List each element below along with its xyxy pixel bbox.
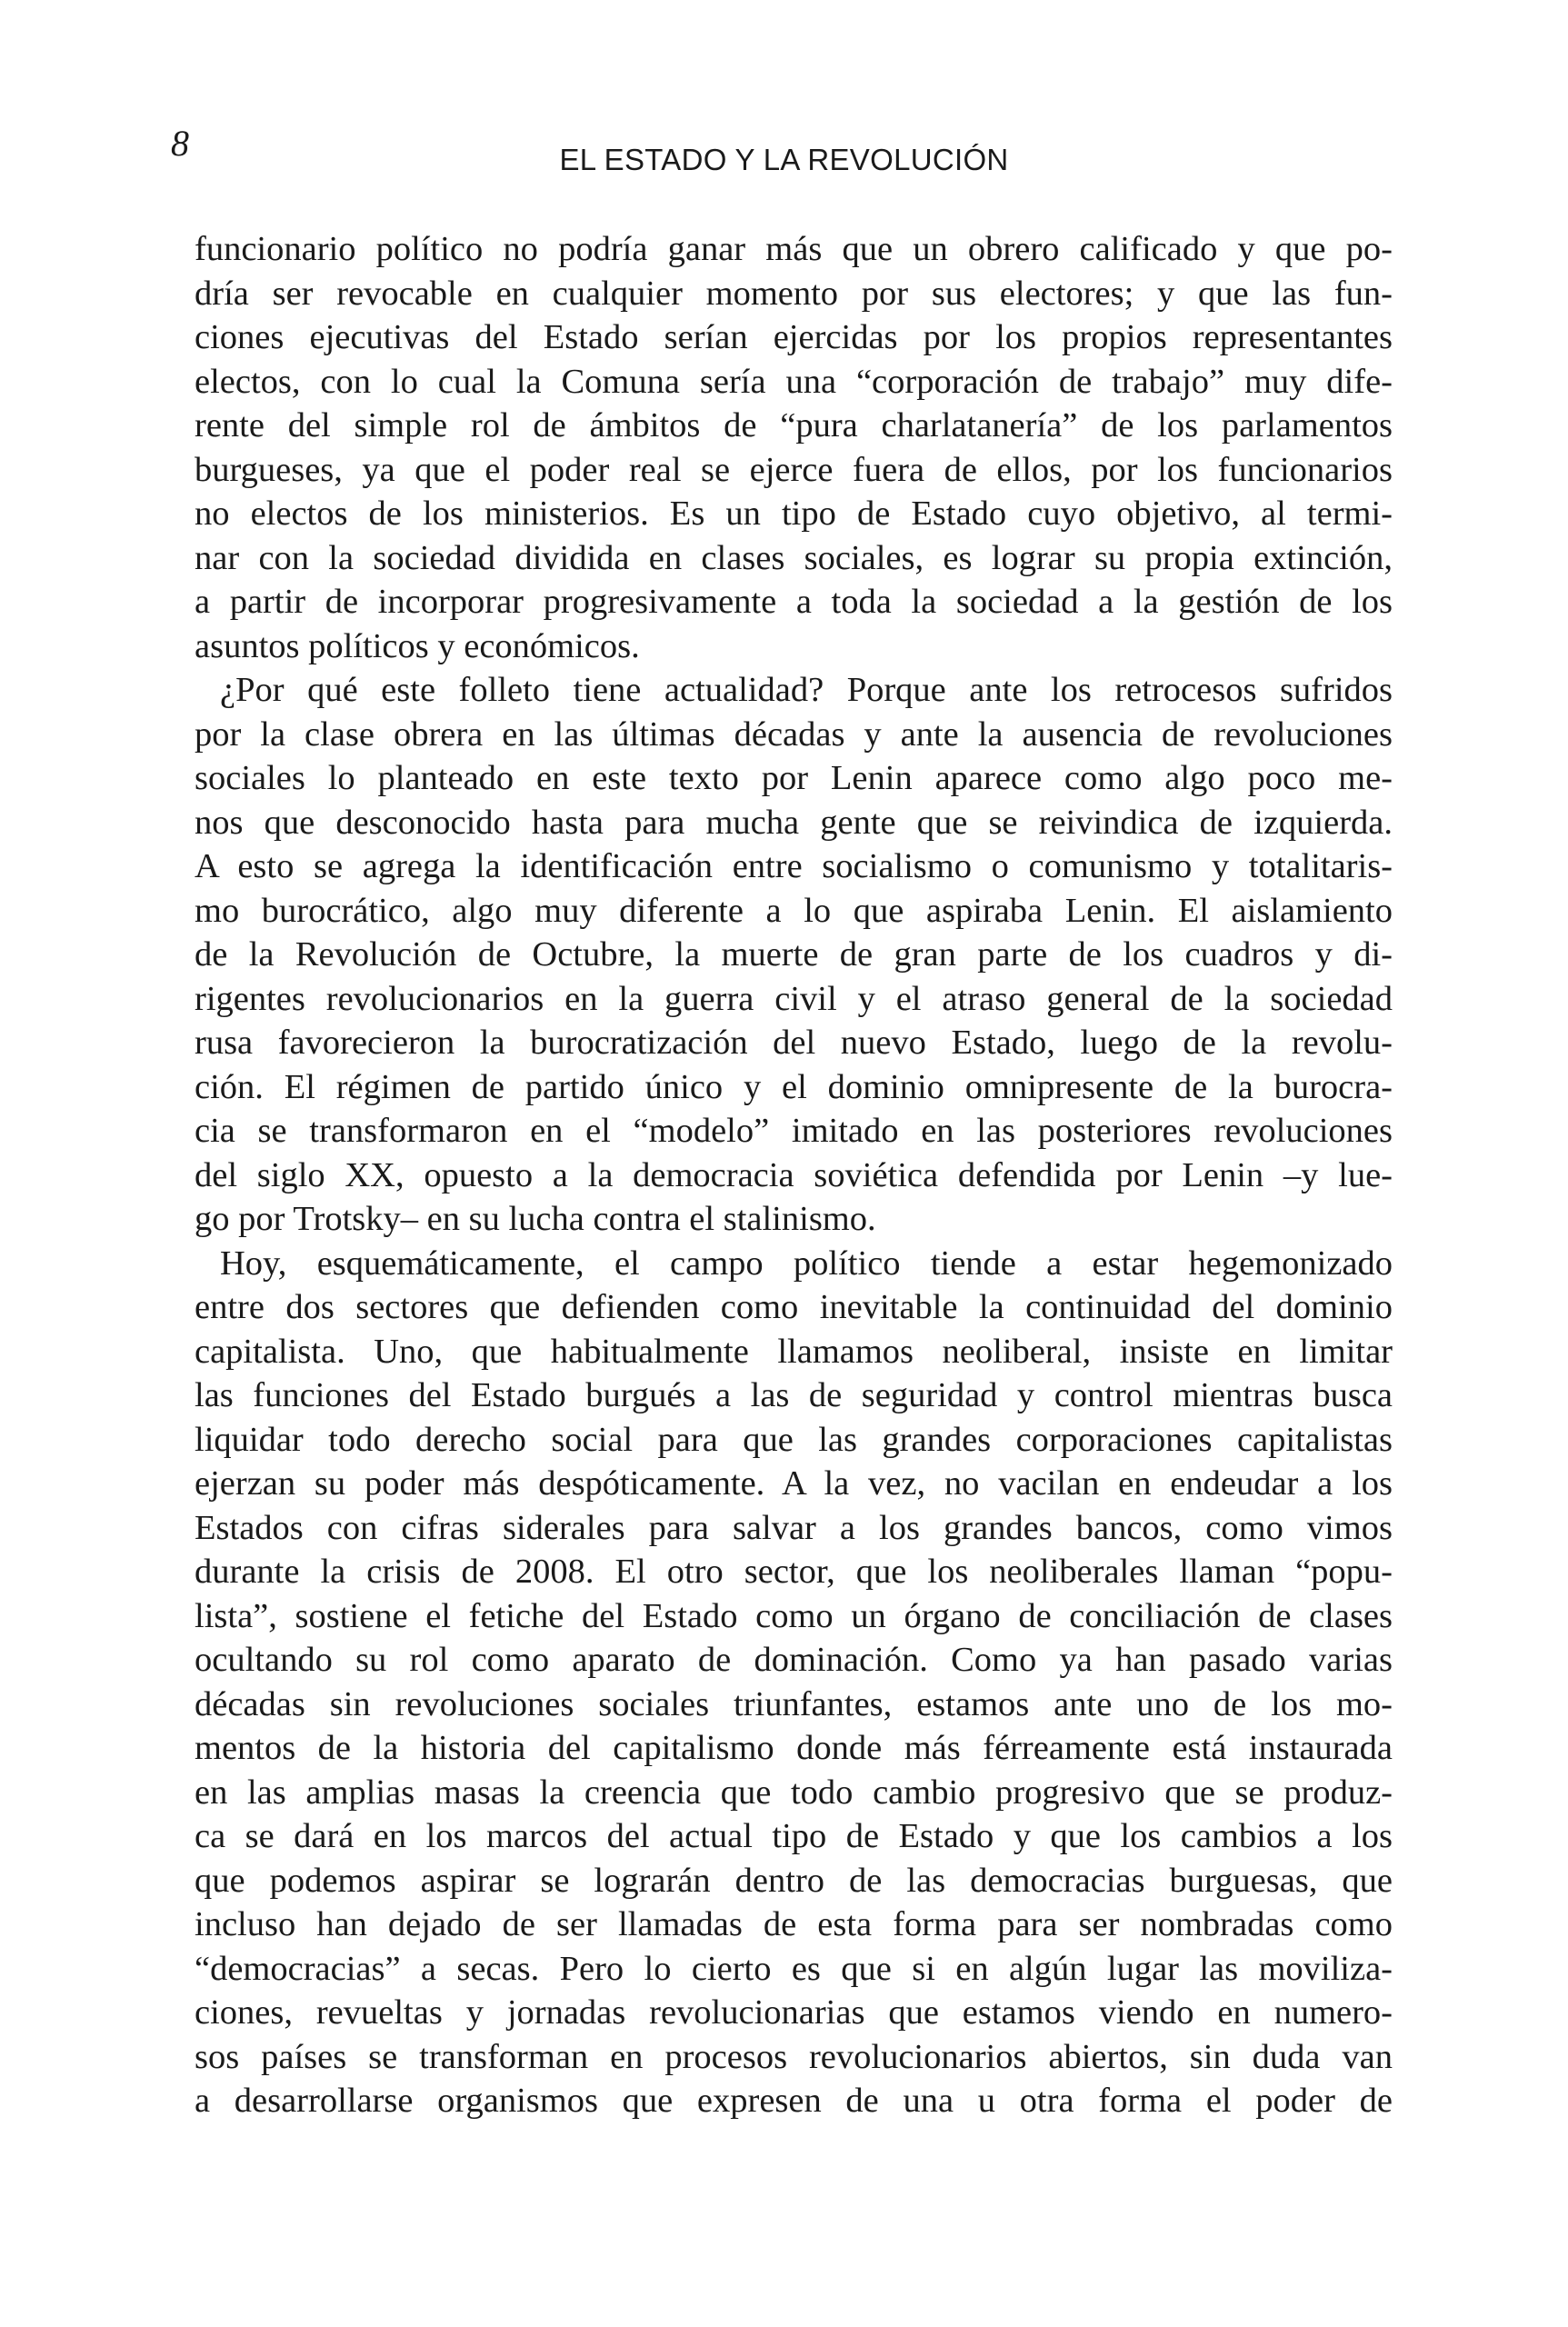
text-line: cia se transformaron en el “modelo” imitado en las posteriores revoluciones (195, 1112, 1393, 1150)
text-line: entre dos sectores que defienden como inevitable la continuidad del dominio (195, 1288, 1393, 1326)
text-line: rente del simple rol de ámbitos de “pura charlatanería” de los parlamentos (195, 406, 1393, 444)
body-text (195, 227, 1393, 2123)
text-line: go por Trotsky– en su lucha contra el stalinismo. (195, 1200, 876, 1238)
text-line: ción. El régimen de partido único y el dominio omnipresente de la burocra- (195, 1067, 1393, 1106)
text-line: funcionario político no podría ganar más que un obrero calificado y que po- (195, 230, 1393, 268)
text-line: dría ser revocable en cualquier momento por sus electores; y que las fun- (195, 274, 1393, 313)
text-line: capitalista. Uno, que habitualmente llamamos neoliberal, insiste en limitar (195, 1332, 1393, 1371)
text-line: mentos de la historia del capitalismo donde más férreamente está instaurada (195, 1729, 1393, 1767)
text-line: sos países se transforman en procesos revolucionarios abiertos, sin duda van (195, 2037, 1393, 2076)
text-line: ¿Por qué este folleto tiene actualidad? Porque ante los retrocesos sufridos (220, 671, 1393, 709)
paragraph (195, 668, 1393, 1242)
text-line: nos que desconocido hasta para mucha gente que se reivindica de izquierda. (195, 803, 1393, 842)
text-line: ejerzan su poder más despóticamente. A la vez, no vacilan en endeudar a los (195, 1464, 1393, 1503)
text-line: ciones, revueltas y jornadas revolucionarias que estamos viendo en numero- (195, 1993, 1393, 2032)
text-line: Estados con cifras siderales para salvar a los grandes bancos, como vimos (195, 1508, 1393, 1547)
text-line: de la Revolución de Octubre, la muerte de gran parte de los cuadros y di- (195, 935, 1393, 974)
text-line: por la clase obrera en las últimas décadas y ante la ausencia de revoluciones (195, 714, 1393, 754)
text-line: durante la crisis de 2008. El otro sector, que los neoliberales llaman “popu- (195, 1553, 1393, 1591)
text-line: rigentes revolucionarios en la guerra civil y el atraso general de la sociedad (195, 979, 1393, 1018)
text-line: burgueses, ya que el poder real se ejerce fuera de ellos, por los funcionarios (195, 450, 1393, 489)
text-line: que podemos aspirar se lograrán dentro de las democracias burguesas, que (195, 1861, 1393, 1900)
text-line: ciones ejecutivas del Estado serían ejercidas por los propios representantes (195, 318, 1393, 356)
text-line: liquidar todo derecho social para que las grandes corporaciones capitalistas (195, 1420, 1393, 1459)
text-line: mo burocrático, algo muy diferente a lo que aspiraba Lenin. El aislamiento (195, 891, 1393, 930)
text-line: a partir de incorporar progresivamente a toda la sociedad a la gestión de los (195, 583, 1393, 621)
paragraph (195, 227, 1393, 668)
text-line: asuntos políticos y económicos. (195, 626, 640, 665)
paragraph (195, 1242, 1393, 2123)
text-line: incluso han dejado de ser llamadas de esta forma para ser nombradas como (195, 1905, 1393, 1943)
running-title: EL ESTADO Y LA REVOLUCIÓN (559, 143, 1009, 176)
page-number: 8 (171, 123, 189, 164)
text-line: las funciones del Estado burgués a las de seguridad y control mientras busca (195, 1376, 1393, 1414)
text-line: a desarrollarse organismos que expresen de una u otra forma el poder de (195, 2082, 1393, 2120)
text-line: A esto se agrega la identificación entre socialismo o comunismo y totalitaris- (195, 847, 1393, 885)
text-line: “democracias” a secas. Pero lo cierto es que si en algún lugar las moviliza- (195, 1949, 1393, 1988)
text-line: en las amplias masas la creencia que todo cambio progresivo que se produz- (195, 1773, 1393, 1812)
text-line: ocultando su rol como aparato de dominación. Como ya han pasado varias (195, 1641, 1393, 1679)
text-line: electos, con lo cual la Comuna sería una “corporación de trabajo” muy dife- (195, 362, 1393, 401)
text-line: rusa favorecieron la burocratización del nuevo Estado, luego de la revolu- (195, 1024, 1393, 1062)
text-line: décadas sin revoluciones sociales triunfantes, estamos ante uno de los mo- (195, 1684, 1393, 1723)
text-line: Hoy, esquemáticamente, el campo político tiende a estar hegemonizado (220, 1243, 1393, 1283)
text-line: sociales lo planteado en este texto por Lenin aparece como algo poco me- (195, 759, 1393, 797)
text-line: lista”, sostiene el fetiche del Estado como un órgano de conciliación de clases (195, 1596, 1393, 1635)
text-line: nar con la sociedad dividida en clases sociales, es lograr su propia extinción, (195, 538, 1393, 577)
text-line: ca se dará en los marcos del actual tipo de Estado y que los cambios a los (195, 1817, 1393, 1855)
text-line: no electos de los ministerios. Es un tipo de Estado cuyo objetivo, al termi- (195, 494, 1393, 533)
text-line: del siglo XX, opuesto a la democracia soviética defendida por Lenin –y lue- (195, 1155, 1393, 1194)
